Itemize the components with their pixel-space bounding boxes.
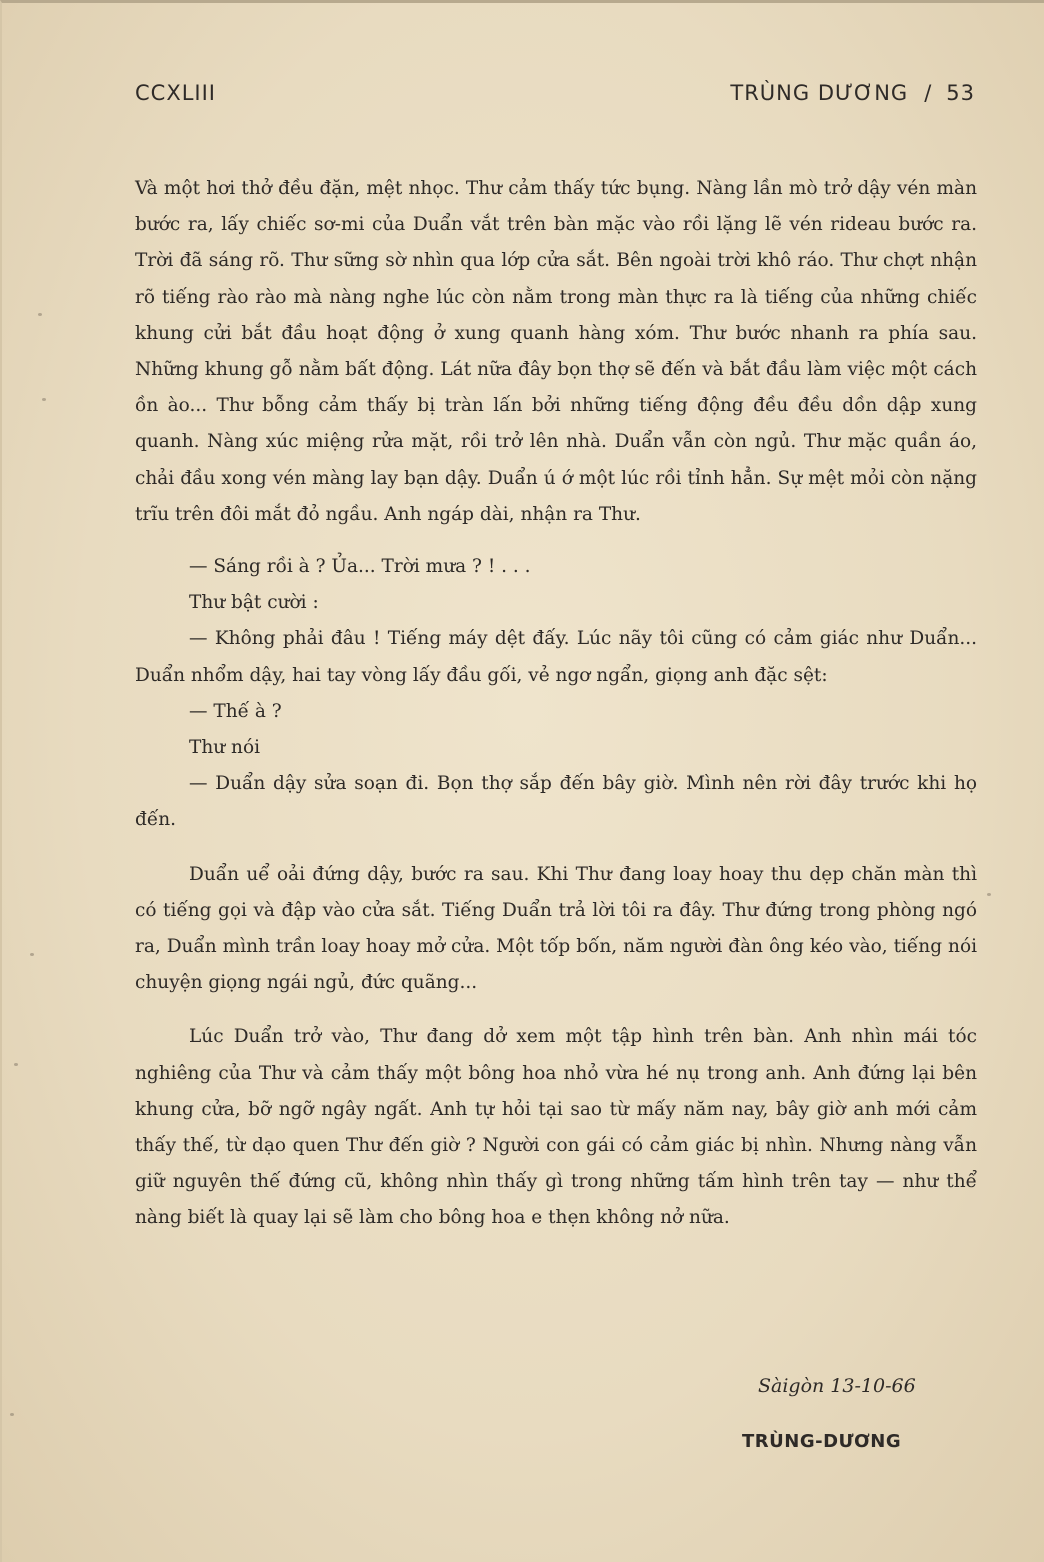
paper-speck: [14, 1063, 18, 1066]
page-number: 53: [946, 81, 975, 105]
paragraph-narration: Duẩn uể oải đứng dậy, bước ra sau. Khi Thư đang loay hoay thu dẹp chăn màn thì có tiếng gọi và đập vào cửa sắt. Tiếng Duẩn trả lời tôi ra đây. Thư đứng trong phòng ngó ra, Duẩn mình trần loay hoay mở cửa. Một tốp bốn, năm người đàn ông kéo vào, tiếng nói chuyện giọng ngái ngủ, đức quãng...: [135, 863, 977, 994]
running-head: [135, 81, 975, 111]
dialogue-line: — Thế à ?: [189, 700, 282, 722]
header-author-page: [730, 81, 975, 105]
paper-speck: [987, 893, 991, 896]
place-date: Sàigòn 13-10-66: [758, 1375, 916, 1397]
paper-speck: [30, 953, 34, 956]
folio-roman: CCXLIII: [135, 81, 216, 105]
paper-speck: [38, 313, 42, 316]
paragraph-narration: Thư nói: [189, 737, 261, 759]
paper-speck: [42, 398, 46, 401]
dialogue-line: — Sáng rồi à ? Ủa... Trời mưa ? ! . . .: [189, 556, 531, 578]
paragraph-narration: Thư bật cười :: [189, 592, 319, 614]
header-author: TRÙNG DƯƠNG: [730, 81, 909, 105]
paper-speck: [10, 1413, 14, 1416]
paragraph-narration: Lúc Duẩn trở vào, Thư đang dở xem một tập hình trên bàn. Anh nhìn mái tóc nghiêng của Thư và cảm thấy một bông hoa nhỏ vừa hé nụ trong anh. Anh đứng lại bên khung cửa, bỡ ngỡ ngây ngất. Anh tự hỏi tại sao từ mấy năm nay, bây giờ anh mới cảm thấy thế, từ dạo quen Thư đến giờ ? Người con gái có cảm giác bị nhìn. Nhưng nàng vẫn giữ nguyên thế đứng cũ, không nhìn thấy gì trong những tấm hình trên tay — như thể nàng biết là quay lại sẽ làm cho bông hoa e thẹn không nở nữa.: [135, 1026, 977, 1229]
paragraph-1: Và một hơi thở đều đặn, mệt nhọc. Thư cảm thấy tức bụng. Nàng lần mò trở dậy vén màn bước ra, lấy chiếc sơ-mi của Duẩn vắt trên bàn mặc vào rồi lặng lẽ vén rideau bước ra. Trời đã sáng rõ. Thư sững sờ nhìn qua lớp cửa sắt. Bên ngoài trời khô ráo. Thư chợt nhận rõ tiếng rào rào mà nàng nghe lúc còn nằm trong màn thực ra là tiếng của những chiếc khung cửi bắt đầu hoạt động ở xung quanh hàng xóm. Thư bước nhanh ra phía sau. Những khung gỗ nằm bất động. Lát nữa đây bọn thợ sẽ đến và bắt đầu làm việc một cách ồn ào... Thư bỗng cảm thấy bị tràn lấn bởi những tiếng động đều đều dồn dập xung quanh. Nàng xúc miệng rửa mặt, rồi trở lên nhà. Duẩn vẫn còn ngủ. Thư mặc quần áo, chải đầu xong vén màng lay bạn dậy. Duẩn ú ớ một lúc rồi tỉnh hẳn. Sự mệt mỏi còn nặng trĩu trên đôi mắt đỏ ngầu. Anh ngáp dài, nhận ra Thư.: [135, 178, 977, 525]
dialogue-line: — Duẩn dậy sửa soạn đi. Bọn thợ sắp đến bây giờ. Mình nên rời đây trước khi họ đến.: [135, 773, 977, 831]
story-text: [135, 171, 977, 1237]
dialogue-line: — Không phải đâu ! Tiếng máy dệt đấy. Lúc nãy tôi cũng có cảm giác như Duẩn... Duẩn nhổm dậy, hai tay vòng lấy đầu gối, vẻ ngơ ngẩn, giọng anh đặc sệt:: [135, 628, 977, 686]
header-separator: /: [924, 81, 933, 105]
signoff-author: TRÙNG-DƯƠNG: [742, 1431, 902, 1452]
